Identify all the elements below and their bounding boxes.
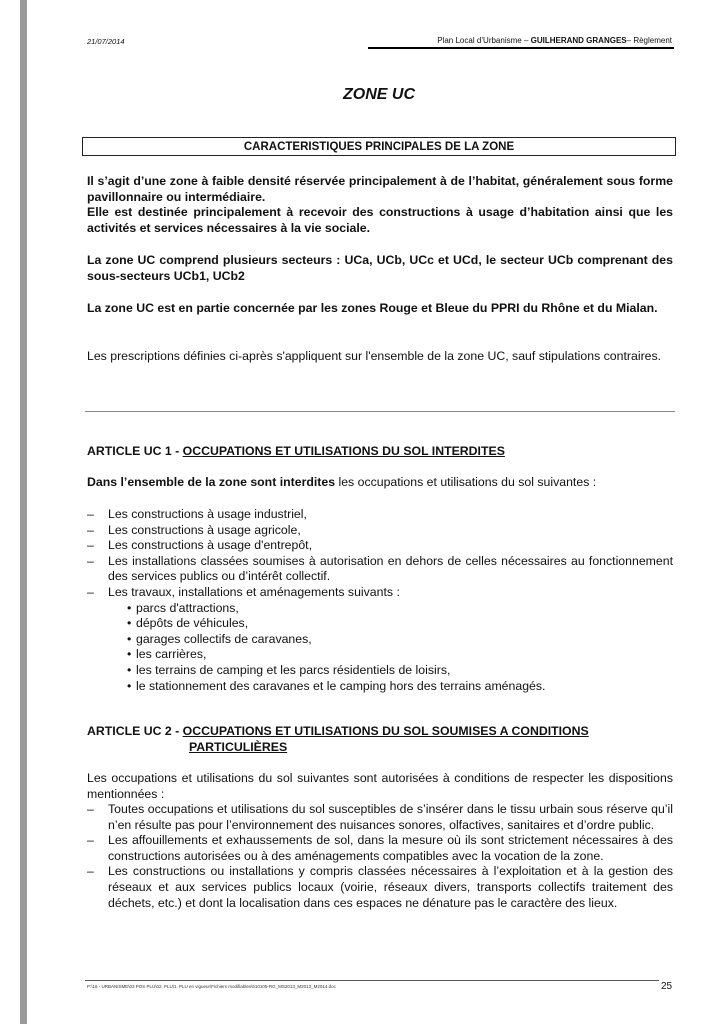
article-2-title-line-2: PARTICULIÈRES — [189, 739, 288, 754]
bullet-marker: • — [127, 616, 132, 631]
list-item-text: Toutes occupations et utilisations du sol susceptibles de s’insérer dans le tissu urbain sous réserve qu’il n’en résulte pas pour l’environnement des nuisances sonores, olfactives, sanitaires et d’ordre public. — [108, 802, 673, 832]
list-item — [87, 833, 673, 864]
list-item-text: Les constructions ou installations y compris classées nécessaires à l’exploitation et à la gestion des réseaux et aux services publics locaux (voirie, réseaux divers, transports collectifs traitement des déchets, etc.) et dont la localisation dans ces espaces ne dénature pas le caractère des lieux. — [108, 864, 673, 910]
article-1-intro-bold: Dans l’ensemble de la zone sont interdites — [87, 475, 336, 489]
header-title-prefix: Plan Local d’Urbanisme – — [437, 36, 531, 45]
zone-title: ZONE UC — [343, 86, 415, 103]
article-2-heading-line-2 — [87, 740, 677, 756]
article-2-heading-line-1 — [87, 724, 677, 740]
list-item — [87, 554, 673, 585]
article-2-intro: Les occupations et utilisations du sol suivantes sont autorisées à conditions de respecter les dispositions mentionnées : — [87, 771, 673, 801]
dash-marker: – — [87, 584, 94, 599]
article-1-title: OCCUPATIONS ET UTILISATIONS DU SOL INTERDITES — [182, 444, 505, 458]
article-2-heading — [87, 724, 677, 755]
bullet-marker: • — [127, 647, 132, 662]
sub-list-item-text: le stationnement des caravanes et le camping hors des terrains aménagés. — [136, 678, 546, 693]
sub-list-item-text: garages collectifs de caravanes, — [136, 631, 312, 646]
article-1-intro — [87, 475, 673, 491]
section-box-title: CARACTERISTIQUES PRINCIPALES DE LA ZONE — [82, 137, 676, 156]
list-item-text: Les constructions à usage agricole, — [108, 522, 301, 537]
bullet-marker: • — [127, 662, 132, 677]
list-item — [87, 538, 673, 554]
intro-paragraph-5: Les prescriptions définies ci-après s'appliquent sur l'ensemble de la zone UC, sauf stipulations contraires. — [87, 349, 662, 363]
list-item-text: Les installations classées soumises à autorisation en dehors de celles nécessaires au fonctionnement des services publics ou d’intérêt collectif. — [108, 553, 673, 584]
article-2-title-line-1: OCCUPATIONS ET UTILISATIONS DU SOL SOUMISES A CONDITIONS — [182, 724, 589, 738]
article-2-list — [87, 802, 673, 911]
list-item — [87, 523, 673, 539]
header-date: 21/07/2014 — [87, 37, 125, 46]
sub-list-item — [108, 663, 673, 679]
dash-marker: – — [87, 507, 94, 521]
article-1-sublist — [108, 601, 673, 695]
page-number: 25 — [661, 981, 673, 992]
footer-file-path: P:\16 - URBANISME\03 POS PLU\02. PLU\1. PLU en vigueur\Fichiers modifiables\510105-RG_MS2013_M2013_M2014.doc — [87, 984, 336, 989]
article-1-intro-rest: les occupations et utilisations du sol suivantes : — [335, 475, 597, 489]
header-title-commune: GUILHERAND GRANGES — [530, 36, 627, 45]
bullet-marker: • — [127, 631, 132, 646]
dash-marker: – — [87, 802, 94, 816]
list-item — [87, 864, 673, 911]
sub-list-item — [108, 679, 673, 695]
sub-list-item — [108, 601, 673, 617]
sub-list-item — [108, 616, 673, 632]
list-item — [87, 507, 673, 523]
intro-paragraph-2: Elle est destinée principalement à recevoir des constructions à usage d’habitation ainsi que les activités et services nécessaires à la vie sociale. — [87, 205, 673, 235]
header-title-suffix: – Règlement — [626, 36, 672, 45]
list-item-text: Les affouillements et exhaussements de sol, dans la mesure où ils sont strictement nécessaires à des constructions autorisées ou à des aménagements compatibles avec la vocation de la zone. — [108, 833, 673, 863]
sub-list-item-text: les terrains de camping et les parcs résidentiels de loisirs, — [136, 662, 451, 677]
bullet-marker: • — [127, 600, 132, 615]
dash-marker: – — [87, 864, 94, 879]
article-1-heading — [87, 444, 677, 460]
intro-paragraph-1: Il s’agit d’une zone à faible densité réservée principalement à de l’habitat, généralement sous forme pavillonnaire ou intermédiaire. — [87, 174, 673, 204]
left-margin-bar — [20, 0, 27, 1024]
header-title — [437, 36, 672, 45]
bullet-marker: • — [127, 678, 132, 693]
header-rule — [368, 47, 674, 49]
intro-block-1 — [87, 174, 673, 236]
article-2-prefix: ARTICLE UC 2 - — [87, 724, 183, 738]
list-item — [87, 585, 673, 694]
sub-list-item — [108, 647, 673, 663]
article-1-list — [87, 507, 673, 694]
dash-marker: – — [87, 833, 94, 848]
list-item — [87, 802, 673, 833]
sub-list-item-text: les carrières, — [136, 647, 207, 662]
dash-marker: – — [87, 522, 94, 537]
article-1-prefix: ARTICLE UC 1 - — [87, 444, 183, 458]
footer-rule — [85, 980, 659, 981]
list-item-text: Les constructions à usage industriel, — [108, 507, 307, 521]
sub-list-item-text: dépôts de véhicules, — [136, 616, 249, 631]
dash-marker: – — [87, 553, 94, 568]
sub-list-item — [108, 632, 673, 648]
list-item-text: Les travaux, installations et aménagements suivants : — [108, 584, 400, 599]
intro-paragraph-3: La zone UC comprend plusieurs secteurs : UCa, UCb, UCc et UCd, le secteur UCb comprenant des sous-secteurs UCb1, UCb2 — [87, 253, 673, 283]
list-item-text: Les constructions à usage d'entrepôt, — [108, 538, 313, 553]
section-separator — [85, 411, 675, 412]
dash-marker: – — [87, 538, 94, 553]
intro-paragraph-4: La zone UC est en partie concernée par les zones Rouge et Bleue du PPRI du Rhône et du Mialan. — [87, 301, 658, 315]
sub-list-item-text: parcs d'attractions, — [136, 600, 239, 615]
